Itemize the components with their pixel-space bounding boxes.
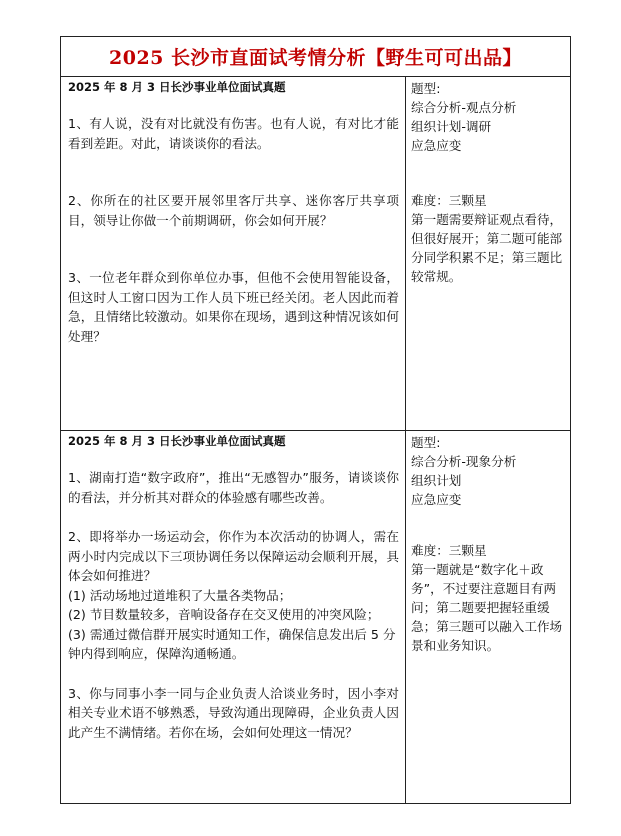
- question-type-1: 综合分析-观点分析: [411, 100, 517, 115]
- questions-cell: [61, 77, 405, 430]
- type-label: 题型:: [411, 81, 441, 96]
- analysis-comment: 第一题就是“数字化＋政务”，不过要注意题目有两问；第二题要把握轻重缓急；第三题可以融入工作场景和业务知识。: [411, 562, 563, 653]
- analysis-cell: [406, 77, 572, 430]
- question-type-2: 组织计划-调研: [411, 119, 492, 134]
- type-label: 题型:: [411, 435, 441, 450]
- analysis-cell: [406, 431, 572, 803]
- question-2-subitem-1: (1) 活动场地过道堆积了大量各类物品；: [68, 587, 292, 603]
- question-3: 3、一位老年群众到你单位办事，但他不会使用智能设备，但这时人工窗口因为工作人员下班已经关闭。老人因此而着急，且情绪比较激动。如果你在现场，遇到这种情况该如何处理？: [68, 270, 399, 344]
- question-2: 2、即将举办一场运动会，你作为本次活动的协调人，需在两小时内完成以下三项协调任务以保障运动会顺利开展，具体会如何推进？: [68, 529, 399, 583]
- question-type-3: 应急应变: [411, 138, 462, 153]
- question-3: 3、你与同事小李一同与企业负责人洽谈业务时，因小李对相关专业术语不够熟悉，导致沟通出现障碍，企业负责人因此产生不满情绪。若你在场，会如何处理这一情况？: [68, 685, 399, 740]
- section-heading: 2025 年 8 月 3 日长沙事业单位面试真题: [68, 434, 286, 448]
- question-type-2: 组织计划: [411, 473, 462, 488]
- document-title: 2025 长沙市直面试考情分析【野生可可出品】: [109, 47, 522, 69]
- difficulty-rating: 难度：三颗星: [411, 543, 487, 558]
- difficulty-rating: 难度：三颗星: [411, 193, 487, 208]
- title-row: [61, 37, 570, 77]
- analysis-comment: 第一题需要辩证观点看待，但很好展开；第二题可能部分同学积累不足；第三题比较常规。: [411, 212, 563, 284]
- exam-analysis-table: [60, 36, 571, 804]
- question-2-subitem-2: (2) 节目数量较多，音响设备存在交叉使用的冲突风险；: [68, 607, 380, 622]
- question-type-1: 综合分析-现象分析: [411, 454, 517, 469]
- exam-section-1: [61, 77, 570, 431]
- question-1: 1、湖南打造“数字政府”，推出“无感智办”服务，请谈谈你的看法，并分析其对群众的体验感有哪些改善。: [68, 470, 399, 505]
- question-type-3: 应急应变: [411, 492, 462, 507]
- section-heading: 2025 年 8 月 3 日长沙事业单位面试真题: [68, 80, 286, 94]
- questions-cell: [61, 431, 405, 803]
- question-2: 2、你所在的社区要开展邻里客厅共享、迷你客厅共享项目，领导让你做一个前期调研，你会如何开展？: [68, 193, 399, 228]
- question-1: 1、有人说，没有对比就没有伤害。也有人说，有对比才能看到差距。对此，请谈谈你的看法。: [68, 116, 399, 151]
- exam-section-2: [61, 431, 570, 803]
- question-2-subitem-3: (3) 需通过微信群开展实时通知工作，确保信息发出后 5 分钟内得到响应，保障沟通畅通。: [68, 626, 396, 661]
